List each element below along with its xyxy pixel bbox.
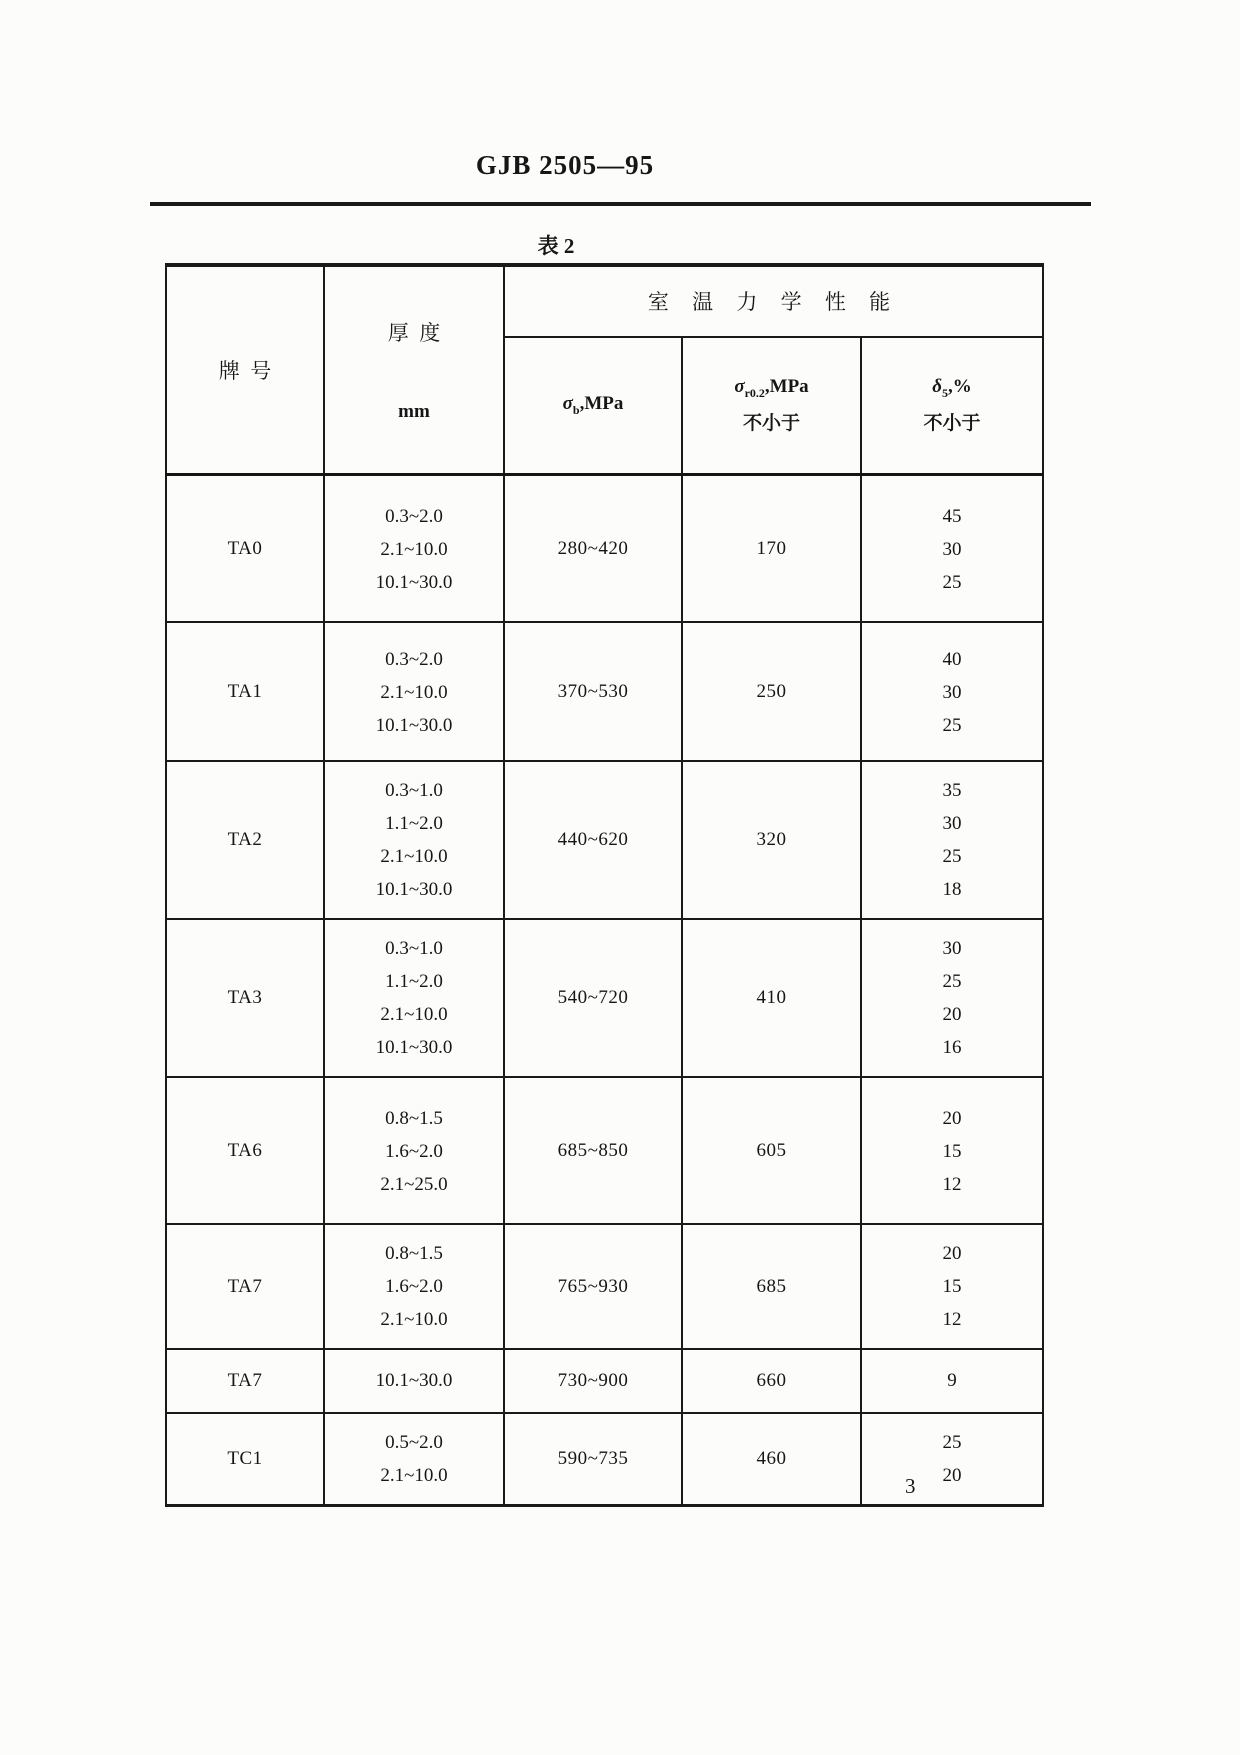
- table-row: [166, 622, 1043, 676]
- sigma-r02-cell: 685: [682, 1224, 861, 1349]
- thickness-cell: 10.1~30.0: [324, 709, 504, 761]
- mechanical-properties-table: [165, 263, 1044, 1507]
- table-row: [166, 919, 1043, 965]
- thickness-cell: 2.1~10.0: [324, 1459, 504, 1506]
- delta5-cell: 25: [942, 845, 962, 867]
- thickness-cell: 0.3~1.0: [324, 761, 504, 807]
- sigma-r02-cell: 410: [682, 919, 861, 1077]
- delta5-cell: 20: [942, 1003, 962, 1025]
- grade-cell: TA0: [166, 475, 324, 623]
- delta5-cell: 18: [942, 878, 962, 900]
- thickness-cell: 0.8~1.5: [324, 1224, 504, 1270]
- doc-number: GJB 2505—95: [475, 150, 655, 180]
- thickness-cell: 0.3~1.0: [324, 919, 504, 965]
- thickness-cell: 2.1~10.0: [324, 840, 504, 873]
- thickness-cell: 2.1~10.0: [324, 998, 504, 1031]
- sigma-r02-symbol: σ: [734, 375, 745, 397]
- thickness-cell: 10.1~30.0: [324, 566, 504, 622]
- col-header-sigma-b: $\sigma_b,MPa$: [504, 337, 682, 475]
- sigma-b-cell: 685~850: [504, 1077, 682, 1224]
- table-row: [166, 1077, 1043, 1135]
- not-less-than-label: 不小于: [923, 413, 981, 435]
- sigma-b-cell: 280~420: [504, 475, 682, 623]
- thickness-cell: 0.8~1.5: [324, 1077, 504, 1135]
- delta5-cell: 12: [942, 1173, 962, 1195]
- thickness-cell: 1.1~2.0: [324, 965, 504, 998]
- delta5-cell: 15: [942, 1140, 962, 1162]
- sigma-r02-cell: 460: [682, 1413, 861, 1506]
- grade-cell: TA2: [166, 761, 324, 919]
- sigma-b-cell: 370~530: [504, 622, 682, 761]
- header-rule: [150, 202, 1091, 206]
- table-header: [166, 265, 1043, 475]
- sigma-b-cell: 730~900: [504, 1349, 682, 1413]
- col-header-grade: 牌 号: [166, 265, 324, 475]
- page-number: 3: [905, 1474, 916, 1498]
- sigma-b-cell: 440~620: [504, 761, 682, 919]
- delta5-cell: 9: [947, 1370, 957, 1391]
- col-group-header-room-temp: 室 温 力 学 性 能: [504, 265, 1043, 337]
- table-row: [166, 761, 1043, 807]
- thickness-cell: 2.1~10.0: [324, 1303, 504, 1349]
- delta5-cell: 25: [942, 1431, 962, 1453]
- table-row: [166, 1349, 1043, 1413]
- sigma-b-cell: 765~930: [504, 1224, 682, 1349]
- grade-cell: TA3: [166, 919, 324, 1077]
- grade-cell: TA6: [166, 1077, 324, 1224]
- delta5-cell: 25: [942, 714, 962, 736]
- delta5-cell: 20: [942, 1242, 962, 1264]
- sigma-b-cell: 590~735: [504, 1413, 682, 1506]
- delta5-cell: 35: [942, 779, 962, 801]
- sigma-b-symbol: σ: [562, 393, 573, 415]
- thickness-cell: 0.5~2.0: [324, 1413, 504, 1459]
- thickness-unit: mm: [398, 401, 430, 422]
- table-row: [166, 1224, 1043, 1270]
- table-caption: 表 2: [537, 234, 575, 258]
- sigma-r02-cell: 605: [682, 1077, 861, 1224]
- grade-cell: TC1: [166, 1413, 324, 1506]
- col-header-delta5: $\delta_5,\%$ 不小于: [861, 337, 1043, 475]
- delta5-cell: 30: [942, 937, 962, 959]
- delta5-cell: 25: [942, 970, 962, 992]
- thickness-cell: 10.1~30.0: [324, 873, 504, 919]
- thickness-cell: 10.1~30.0: [324, 1031, 504, 1077]
- thickness-cell: 1.6~2.0: [324, 1135, 504, 1168]
- thickness-cell: 1.1~2.0: [324, 807, 504, 840]
- thickness-cell: 2.1~25.0: [324, 1168, 504, 1224]
- sigma-r02-cell: 170: [682, 475, 861, 623]
- table-row-group-ta0: [166, 475, 1043, 623]
- sigma-r02-cell: 320: [682, 761, 861, 919]
- delta5-cell: 45: [942, 505, 962, 527]
- table-row: [166, 475, 1043, 534]
- thickness-cell: 0.3~2.0: [324, 622, 504, 676]
- grade-cell: TA7: [166, 1224, 324, 1349]
- delta5-cell: 30: [942, 538, 962, 560]
- delta5-cell: 40: [942, 648, 962, 670]
- delta5-cell: 20: [942, 1107, 962, 1129]
- thickness-cell: 2.1~10.0: [324, 676, 504, 709]
- grade-cell: TA7: [166, 1349, 324, 1413]
- table-row-group-ta3: [166, 919, 1043, 1077]
- sigma-b-cell: 540~720: [504, 919, 682, 1077]
- table-row-group-ta1: [166, 622, 1043, 761]
- col-header-thickness: [324, 265, 504, 475]
- table-row-group-ta6: [166, 1077, 1043, 1224]
- sigma-r02-cell: 660: [682, 1349, 861, 1413]
- thickness-cell: 1.6~2.0: [324, 1270, 504, 1303]
- thickness-cell: 2.1~10.0: [324, 533, 504, 566]
- thickness-cell: 0.3~2.0: [324, 475, 504, 534]
- col-header-sigma-r02: $\sigma_{r0.2},MPa$ 不小于: [682, 337, 861, 475]
- table-row-group-ta7: [166, 1224, 1043, 1349]
- delta5-cell: 20: [942, 1464, 962, 1486]
- thickness-cell: 10.1~30.0: [324, 1349, 504, 1413]
- table-row-group-ta7-thick: [166, 1349, 1043, 1413]
- thickness-title: 厚 度: [387, 321, 441, 345]
- sigma-r02-cell: 250: [682, 622, 861, 761]
- delta5-cell: 15: [942, 1275, 962, 1297]
- delta5-symbol: δ: [932, 375, 942, 397]
- delta5-cell: 12: [942, 1308, 962, 1330]
- grade-cell: TA1: [166, 622, 324, 761]
- delta5-cell: 16: [942, 1036, 962, 1058]
- table-row-group-ta2: [166, 761, 1043, 919]
- not-less-than-label: 不小于: [742, 413, 800, 435]
- delta5-cell: 25: [942, 571, 962, 593]
- delta5-cell: 30: [942, 812, 962, 834]
- delta5-cell: 30: [942, 681, 962, 703]
- table-row: [166, 1413, 1043, 1459]
